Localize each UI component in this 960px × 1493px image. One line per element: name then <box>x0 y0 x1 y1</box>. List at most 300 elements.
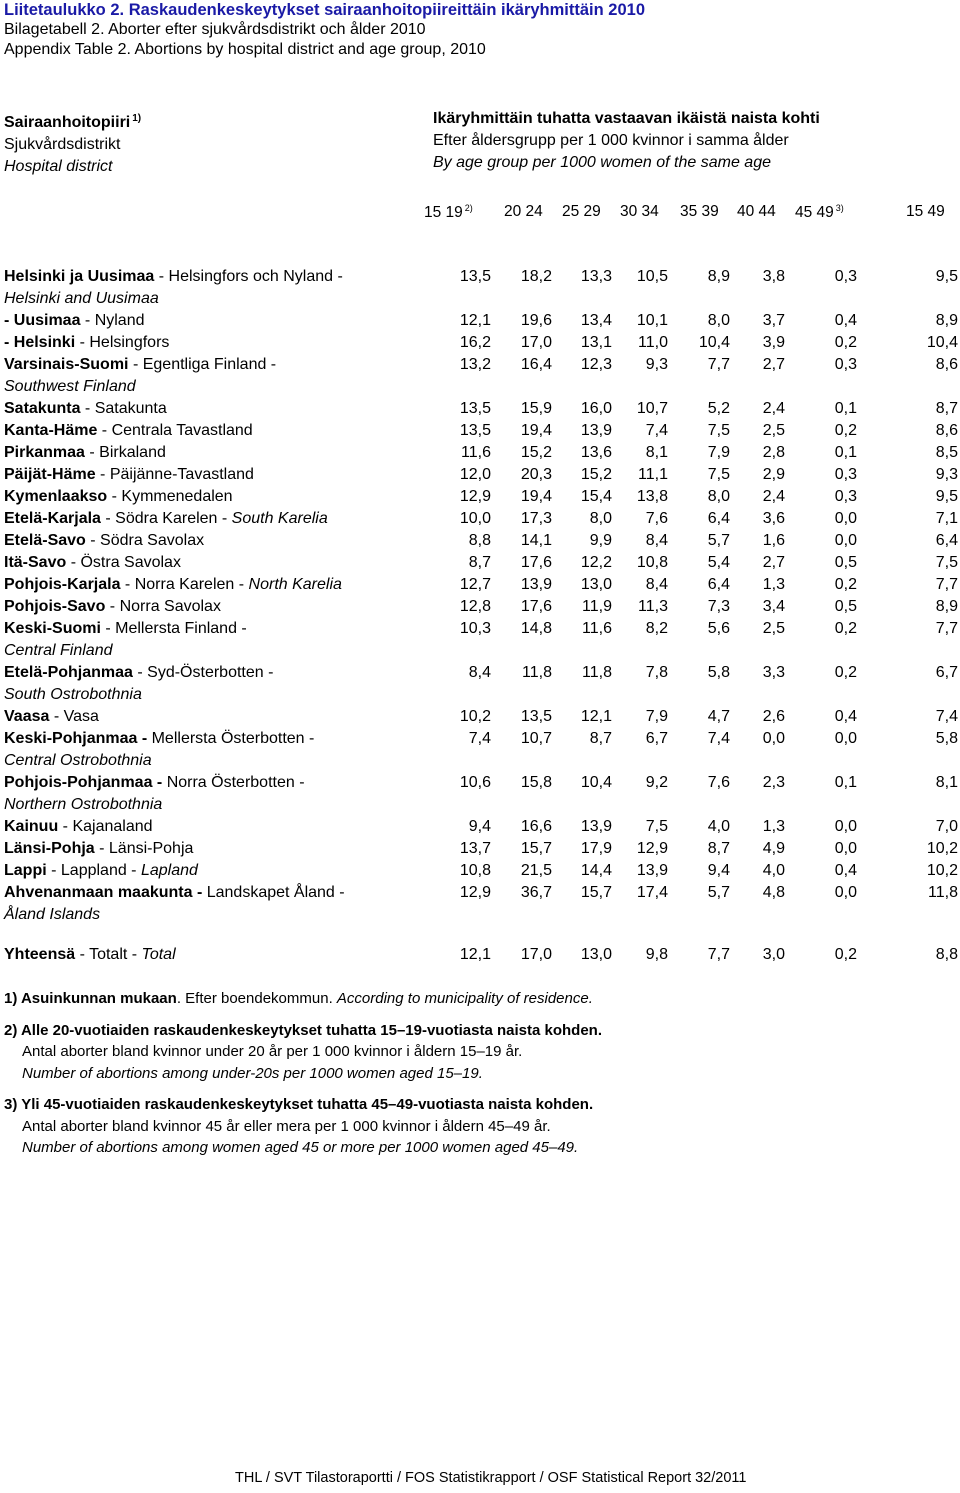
table-cell: 16,6 <box>520 818 552 835</box>
table-cell: 20,3 <box>520 466 552 483</box>
table-cell: 12,9 <box>459 488 491 505</box>
age-col-header <box>680 203 719 221</box>
region-name-english: North Karelia <box>248 576 342 593</box>
region-name-swedish: Mellersta Österbotten - <box>147 730 315 747</box>
table-cell: 18,2 <box>520 268 552 285</box>
age-col-header <box>504 203 543 221</box>
table-cell: 7,7 <box>707 356 730 373</box>
row-label <box>4 772 305 794</box>
region-name-finnish: Vaasa <box>4 708 50 725</box>
region-name-swedish: - Centrala Tavastland <box>97 422 253 439</box>
table-cell: 2,6 <box>762 708 785 725</box>
age-col-footnote-ref: 2) <box>464 203 473 213</box>
region-name-finnish: Itä-Savo <box>4 554 67 571</box>
table-row-continuation <box>0 376 960 398</box>
table-cell: 7,9 <box>707 444 730 461</box>
table-cell: 5,2 <box>707 400 730 417</box>
table-cell: 2,4 <box>762 488 785 505</box>
table-cell: 0,2 <box>834 334 857 351</box>
table-cell: 8,0 <box>707 488 730 505</box>
table-cell: 7,5 <box>707 466 730 483</box>
table-cell: 6,7 <box>935 664 958 681</box>
table-cell: 15,7 <box>580 884 612 901</box>
table-cell: 13,7 <box>459 840 491 857</box>
table-cell: 4,9 <box>762 840 785 857</box>
row-label <box>4 354 276 376</box>
title-finnish: Liitetaulukko 2. Raskaudenkeskeytykset sairaanhoitopiireittäin ikäryhmittäin 2010 <box>4 1 646 19</box>
table-cell: 8,7 <box>468 554 491 571</box>
page-footer: THL / SVT Tilastoraportti / FOS Statistikrapport / OSF Statistical Report 32/2011 <box>235 1470 747 1486</box>
table-cell: 0,2 <box>834 664 857 681</box>
table-cell: 12,7 <box>459 576 491 593</box>
table-row-continuation <box>0 288 960 310</box>
table-cell: 7,5 <box>935 554 958 571</box>
table-cell: 8,2 <box>645 620 668 637</box>
age-col-label: 15 49 <box>906 203 945 220</box>
table-cell: 9,3 <box>645 356 668 373</box>
table-cell: 5,7 <box>707 532 730 549</box>
region-name-english: Åland Islands <box>4 906 101 923</box>
title-english: Appendix Table 2. Abortions by hospital district and age group, 2010 <box>4 41 486 58</box>
table-cell: 6,4 <box>707 576 730 593</box>
table-cell: 7,9 <box>645 708 668 725</box>
table-cell: 10,0 <box>459 510 491 527</box>
table-cell: 10,7 <box>636 400 668 417</box>
table-cell: 13,1 <box>580 334 612 351</box>
note3-english: Number of abortions among women aged 45 or more per 1000 women aged 45–49. <box>22 1139 579 1156</box>
table-cell: 0,3 <box>834 466 857 483</box>
table-cell: 19,4 <box>520 422 552 439</box>
table-cell: 7,4 <box>468 730 491 747</box>
table-cell: 16,0 <box>580 400 612 417</box>
stub-english: Hospital district <box>4 158 113 175</box>
table-cell: 14,1 <box>520 532 552 549</box>
table-cell: 10,8 <box>459 862 491 879</box>
table-row <box>0 772 960 794</box>
age-col-label: 25 29 <box>562 203 601 220</box>
age-col-footnote-ref: 3) <box>835 203 844 213</box>
age-col-header <box>424 203 473 222</box>
table-cell: 3,3 <box>762 664 785 681</box>
table-row <box>0 662 960 684</box>
row-label <box>4 464 254 486</box>
table-cell: 2,5 <box>762 422 785 439</box>
table-row <box>0 552 960 574</box>
total-row-container <box>0 944 960 966</box>
row-label <box>4 706 99 728</box>
row-label <box>4 944 176 966</box>
total-row <box>0 944 960 966</box>
table-cell: 0,3 <box>834 356 857 373</box>
table-row <box>0 530 960 552</box>
table-cell: 14,4 <box>580 862 612 879</box>
table-cell: 1,3 <box>762 818 785 835</box>
row-label <box>4 882 345 904</box>
table-cell: 3,8 <box>762 268 785 285</box>
table-cell: 17,0 <box>520 334 552 351</box>
table-cell: 8,1 <box>645 444 668 461</box>
table-cell: 0,0 <box>834 884 857 901</box>
table-cell: 11,8 <box>928 884 958 901</box>
table-cell: 11,9 <box>582 598 612 615</box>
region-name-swedish: - Helsingfors och Nyland - <box>154 268 343 285</box>
note1-bold: 1) Asuinkunnan mukaan <box>4 990 177 1007</box>
age-col-label: 20 24 <box>504 203 543 220</box>
region-name-english: Lapland <box>140 862 198 879</box>
note1-english: According to municipality of residence. <box>336 990 593 1007</box>
table-cell: 5,8 <box>707 664 730 681</box>
table-cell: 0,0 <box>834 532 857 549</box>
table-cell: 5,7 <box>707 884 730 901</box>
table-cell: 15,2 <box>580 466 612 483</box>
table-cell: 0,2 <box>834 620 857 637</box>
table-cell: 12,1 <box>459 312 491 329</box>
age-col-header <box>562 203 601 221</box>
table-cell: 3,6 <box>762 510 785 527</box>
table-cell: 0,0 <box>834 730 857 747</box>
region-name-finnish: Pirkanmaa <box>4 444 85 461</box>
table-cell: 13,9 <box>520 576 552 593</box>
table-cell: 10,4 <box>698 334 730 351</box>
table-cell: 19,4 <box>520 488 552 505</box>
region-name-finnish: - Helsinki <box>4 334 76 351</box>
region-name-swedish: - Syd-Österbotten - <box>132 664 274 681</box>
row-label <box>4 552 181 574</box>
table-cell: 8,8 <box>468 532 491 549</box>
region-name-swedish: - Södra Savolax <box>85 532 205 549</box>
table-cell: 13,2 <box>459 356 491 373</box>
table-cell: 13,9 <box>580 422 612 439</box>
stub-heading <box>4 108 141 178</box>
table-cell: 0,1 <box>834 444 857 461</box>
region-name-english: Southwest Finland <box>4 378 136 395</box>
table-cell: 17,3 <box>520 510 552 527</box>
region-name-finnish: Keski-Suomi <box>4 620 101 637</box>
table-cell: 0,5 <box>834 598 857 615</box>
table-cell: 9,9 <box>589 532 612 549</box>
region-name-finnish: Satakunta <box>4 400 81 417</box>
region-name-swedish: - Egentliga Finland - <box>128 356 277 373</box>
table-cell: 10,7 <box>520 730 552 747</box>
table-cell: 13,8 <box>636 488 668 505</box>
table-cell: 3,4 <box>762 598 785 615</box>
table-cell: 0,2 <box>834 422 857 439</box>
table-cell: 17,0 <box>520 946 552 963</box>
region-name-swedish: - Mellersta Finland - <box>100 620 247 637</box>
region-name-english: Central Finland <box>4 642 113 659</box>
spanner-swedish: Efter åldersgrupp per 1 000 kvinnor i samma ålder <box>433 132 789 149</box>
table-cell: 2,9 <box>762 466 785 483</box>
table-row-continuation <box>0 684 960 706</box>
table-row <box>0 706 960 728</box>
table-cell: 9,5 <box>935 488 958 505</box>
table-cell: 17,9 <box>580 840 612 857</box>
table-row-continuation <box>0 640 960 662</box>
table-cell: 8,6 <box>935 356 958 373</box>
footnotes <box>4 988 602 1159</box>
table-cell: 13,0 <box>580 576 612 593</box>
table-cell: 12,0 <box>459 466 491 483</box>
row-label <box>4 398 167 420</box>
region-name-swedish: - Päijänne-Tavastland <box>95 466 254 483</box>
table-cell: 12,1 <box>580 708 612 725</box>
table-row <box>0 618 960 640</box>
table-cell: 7,4 <box>935 708 958 725</box>
region-name-swedish: - Kajanaland <box>58 818 153 835</box>
table-cell: 0,0 <box>834 840 857 857</box>
table-row <box>0 860 960 882</box>
row-label <box>4 442 166 464</box>
region-name-finnish: Keski-Pohjanmaa - <box>4 730 148 747</box>
table-cell: 11,8 <box>582 664 612 681</box>
row-label <box>4 816 153 838</box>
region-name-english: Northern Ostrobothnia <box>4 796 163 813</box>
table-cell: 11,0 <box>638 334 668 351</box>
spanner-heading <box>433 108 820 174</box>
table-row <box>0 354 960 376</box>
table-cell: 4,8 <box>762 884 785 901</box>
region-name-english: Central Ostrobothnia <box>4 752 152 769</box>
region-name-swedish: - Kymmenedalen <box>107 488 233 505</box>
age-col-label: 40 44 <box>737 203 776 220</box>
table-row <box>0 266 960 288</box>
table-row-continuation <box>0 750 960 772</box>
table-cell: 8,6 <box>935 422 958 439</box>
table-cell: 13,5 <box>459 422 491 439</box>
table-cell: 5,6 <box>707 620 730 637</box>
note2-english: Number of abortions among under-20s per 1000 women aged 15–19. <box>22 1064 483 1082</box>
table-cell: 7,4 <box>707 730 730 747</box>
table-cell: 3,7 <box>762 312 785 329</box>
region-name-swedish: - Nyland <box>80 312 145 329</box>
row-label <box>4 508 328 530</box>
table-cell: 15,7 <box>520 840 552 857</box>
region-name-swedish: - Helsingfors <box>75 334 170 351</box>
table-cell: 8,1 <box>935 774 958 791</box>
table-row <box>0 486 960 508</box>
row-label <box>4 596 221 618</box>
table-cell: 9,2 <box>645 774 668 791</box>
table-cell: 9,4 <box>468 818 491 835</box>
row-label <box>4 860 198 882</box>
spanner-english: By age group per 1000 women of the same age <box>433 154 771 171</box>
table-cell: 8,4 <box>468 664 491 681</box>
table-cell: 10,5 <box>636 268 668 285</box>
table-cell: 6,4 <box>707 510 730 527</box>
table-cell: 8,7 <box>935 400 958 417</box>
table-row <box>0 882 960 904</box>
table-cell: 12,9 <box>636 840 668 857</box>
table-cell: 6,7 <box>645 730 668 747</box>
table-cell: 10,4 <box>580 774 612 791</box>
table-cell: 8,0 <box>589 510 612 527</box>
table-cell: 10,6 <box>459 774 491 791</box>
note2-swedish: Antal aborter bland kvinnor under 20 år per 1 000 kvinnor i åldern 15–19 år. <box>22 1043 523 1060</box>
table-cell: 10,2 <box>459 708 491 725</box>
region-name-swedish: - Norra Karelen - <box>120 576 249 593</box>
table-cell: 11,3 <box>638 598 668 615</box>
table-cell: 7,4 <box>645 422 668 439</box>
region-name-finnish: Länsi-Pohja <box>4 840 95 857</box>
age-col-header <box>795 203 844 222</box>
note3-bold: 3) Yli 45-vuotiaiden raskaudenkeskeytykset tuhatta 45–49-vuotiasta naista kohden. <box>4 1096 594 1113</box>
table-row-continuation <box>0 904 960 926</box>
table-cell: 7,7 <box>935 576 958 593</box>
age-col-header <box>906 203 945 221</box>
table-cell: 12,1 <box>459 946 491 963</box>
table-cell: 15,9 <box>520 400 552 417</box>
region-name-swedish: Landskapet Åland - <box>202 884 345 901</box>
region-name-swedish: - Satakunta <box>80 400 167 417</box>
table-cell: 17,6 <box>520 598 552 615</box>
row-label <box>4 266 343 288</box>
table-cell: 0,5 <box>834 554 857 571</box>
table-cell: 0,4 <box>834 862 857 879</box>
table-cell: 36,7 <box>520 884 552 901</box>
age-col-label: 30 34 <box>620 203 659 220</box>
table-cell: 6,4 <box>935 532 958 549</box>
region-name-finnish: Helsinki ja Uusimaa <box>4 268 155 285</box>
table-row <box>0 508 960 530</box>
table-cell: 13,5 <box>459 268 491 285</box>
region-name-finnish: Pohjois-Savo <box>4 598 106 615</box>
note2-bold: 2) Alle 20-vuotiaiden raskaudenkeskeytykset tuhatta 15–19-vuotiasta naista kohden. <box>4 1021 603 1039</box>
table-cell: 0,2 <box>834 576 857 593</box>
table-cell: 10,4 <box>926 334 958 351</box>
region-name-finnish: Pohjois-Karjala <box>4 576 121 593</box>
region-name-english: Total <box>141 946 176 963</box>
table-cell: 7,3 <box>707 598 730 615</box>
table-cell: 5,8 <box>935 730 958 747</box>
table-row <box>0 816 960 838</box>
row-label <box>4 728 314 750</box>
table-cell: 4,0 <box>762 862 785 879</box>
region-name-finnish: Kanta-Häme <box>4 422 98 439</box>
table-cell: 7,6 <box>707 774 730 791</box>
table-cell: 4,0 <box>707 818 730 835</box>
table-cell: 9,3 <box>935 466 958 483</box>
table-cell: 13,9 <box>580 818 612 835</box>
table-cell: 9,8 <box>645 946 668 963</box>
table-cell: 15,8 <box>520 774 552 791</box>
region-name-english: Helsinki and Uusimaa <box>4 290 159 307</box>
region-name-finnish: Etelä-Pohjanmaa <box>4 664 133 681</box>
table-cell: 0,3 <box>834 268 857 285</box>
row-label <box>4 310 145 332</box>
table-row <box>0 332 960 354</box>
table-cell: 1,6 <box>762 532 785 549</box>
region-name-swedish: - Södra Karelen - <box>100 510 232 527</box>
region-name-swedish: - Norra Savolax <box>105 598 221 615</box>
data-table-body <box>0 266 960 926</box>
stub-swedish: Sjukvårdsdistrikt <box>4 136 121 153</box>
stub-finnish: Sairaanhoitopiiri <box>4 114 131 131</box>
region-name-finnish: Yhteensä <box>4 946 76 963</box>
table-cell: 8,0 <box>707 312 730 329</box>
region-name-swedish: - Länsi-Pohja <box>94 840 194 857</box>
row-label <box>4 662 273 684</box>
age-col-header <box>620 203 659 221</box>
row-label <box>4 838 193 860</box>
table-cell: 8,9 <box>707 268 730 285</box>
table-cell: 15,4 <box>580 488 612 505</box>
table-row <box>0 310 960 332</box>
table-cell: 0,3 <box>834 488 857 505</box>
region-name-finnish: Päijät-Häme <box>4 466 96 483</box>
region-name-finnish: - Uusimaa <box>4 312 81 329</box>
table-cell: 0,1 <box>834 400 857 417</box>
region-name-english: South Karelia <box>231 510 328 527</box>
table-cell: 8,7 <box>589 730 612 747</box>
table-cell: 7,7 <box>935 620 958 637</box>
table-cell: 2,7 <box>762 554 785 571</box>
table-cell: 0,0 <box>762 730 785 747</box>
table-cell: 7,0 <box>935 818 958 835</box>
table-cell: 11,1 <box>638 466 668 483</box>
region-name-english: South Ostrobothnia <box>4 686 142 703</box>
table-cell: 10,2 <box>926 840 958 857</box>
table-cell: 5,4 <box>707 554 730 571</box>
region-name-finnish: Pohjois-Pohjanmaa - <box>4 774 163 791</box>
region-name-swedish: - Totalt - <box>75 946 142 963</box>
table-cell: 0,1 <box>834 774 857 791</box>
table-row <box>0 838 960 860</box>
note1-swedish: . Efter boendekommun. <box>176 990 337 1007</box>
table-cell: 11,8 <box>522 664 552 681</box>
table-cell: 8,9 <box>935 312 958 329</box>
age-col-label: 35 39 <box>680 203 719 220</box>
table-cell: 3,9 <box>762 334 785 351</box>
region-name-swedish: - Birkaland <box>84 444 166 461</box>
table-cell: 1,3 <box>762 576 785 593</box>
row-label <box>4 486 233 508</box>
row-label <box>4 420 253 442</box>
table-cell: 11,6 <box>461 444 491 461</box>
age-col-label: 15 19 <box>424 204 463 221</box>
region-name-finnish: Kainuu <box>4 818 59 835</box>
table-row <box>0 728 960 750</box>
table-cell: 14,8 <box>520 620 552 637</box>
table-cell: 12,9 <box>459 884 491 901</box>
region-name-finnish: Etelä-Savo <box>4 532 86 549</box>
table-cell: 13,4 <box>580 312 612 329</box>
table-row <box>0 596 960 618</box>
table-cell: 7,5 <box>707 422 730 439</box>
table-cell: 11,6 <box>582 620 612 637</box>
table-row <box>0 574 960 596</box>
table-cell: 13,9 <box>636 862 668 879</box>
region-name-swedish: Norra Österbotten - <box>162 774 305 791</box>
table-cell: 8,4 <box>645 532 668 549</box>
table-cell: 13,0 <box>580 946 612 963</box>
age-col-header <box>737 203 776 221</box>
table-cell: 7,5 <box>645 818 668 835</box>
stub-footnote-ref: 1) <box>132 113 142 124</box>
table-cell: 8,8 <box>935 946 958 963</box>
table-cell: 8,7 <box>707 840 730 857</box>
row-label <box>4 332 169 354</box>
table-cell: 0,2 <box>834 946 857 963</box>
table-cell: 7,1 <box>935 510 958 527</box>
row-label <box>4 618 247 640</box>
table-row <box>0 398 960 420</box>
region-name-swedish: - Lappland - <box>46 862 141 879</box>
table-cell: 10,1 <box>636 312 668 329</box>
table-cell: 9,5 <box>935 268 958 285</box>
table-cell: 10,2 <box>926 862 958 879</box>
table-cell: 0,0 <box>834 510 857 527</box>
table-cell: 2,7 <box>762 356 785 373</box>
